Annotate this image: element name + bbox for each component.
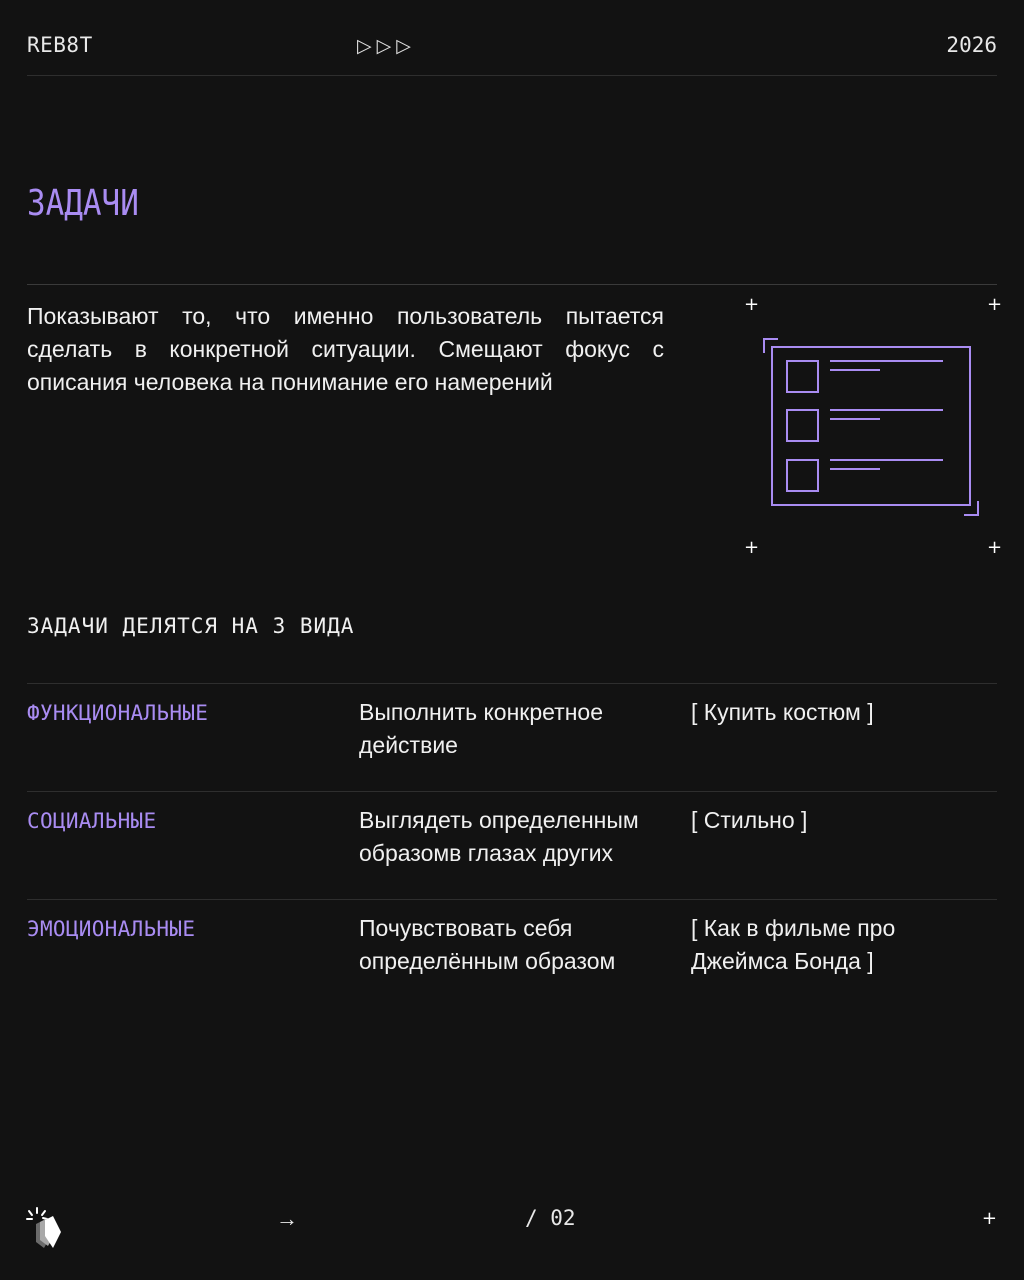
next-arrow-icon[interactable]: → bbox=[276, 1206, 298, 1231]
type-example-functional: [ Купить костюм ] bbox=[691, 699, 874, 725]
page-number: / 02 bbox=[525, 1206, 576, 1230]
checklist-window-icon bbox=[760, 335, 984, 519]
description-text: Показывают то, что именно пользователь пытается сделать в конкретной ситуации. Смещают фокус с описания человека на понимание его намерений bbox=[27, 303, 664, 395]
type-desc-functional: Выполнить конкретное действие bbox=[359, 699, 604, 758]
title-divider bbox=[27, 284, 997, 285]
types-subheading: ЗАДАЧИ ДЕЛЯТСЯ НА 3 ВИДА bbox=[27, 614, 355, 638]
brand-name: REB8T bbox=[27, 33, 93, 57]
year-label: 2026 bbox=[946, 33, 997, 57]
corner-plus-bottom-left: + bbox=[744, 537, 760, 558]
type-name-social: СОЦИАЛЬНЫЕ bbox=[27, 809, 157, 833]
row-divider bbox=[27, 791, 997, 792]
type-name-emotional: ЭМОЦИОНАЛЬНЫЕ bbox=[27, 917, 196, 941]
type-example-emotional: [ Как в фильме про Джеймса Бонда ] bbox=[691, 915, 896, 974]
type-example-social: [ Стильно ] bbox=[691, 807, 808, 833]
header-divider bbox=[27, 75, 997, 76]
type-desc-social: Выглядеть определенным образомв глазах других bbox=[359, 807, 639, 866]
type-name-functional: ФУНКЦИОНАЛЬНЫЕ bbox=[27, 701, 209, 725]
corner-plus-bottom-right: + bbox=[987, 537, 1003, 558]
page-title: ЗАДАЧИ bbox=[27, 183, 139, 224]
row-divider bbox=[27, 899, 997, 900]
corner-plus-top-left: + bbox=[744, 294, 760, 315]
footer-plus-icon: + bbox=[981, 1208, 997, 1229]
type-desc-emotional: Почувствовать себя определённым образом bbox=[359, 915, 616, 974]
play-arrows-icon: ▷▷▷ bbox=[357, 36, 416, 57]
row-divider bbox=[27, 683, 997, 684]
sparkle-cards-logo bbox=[26, 1206, 64, 1252]
corner-plus-top-right: + bbox=[987, 294, 1003, 315]
